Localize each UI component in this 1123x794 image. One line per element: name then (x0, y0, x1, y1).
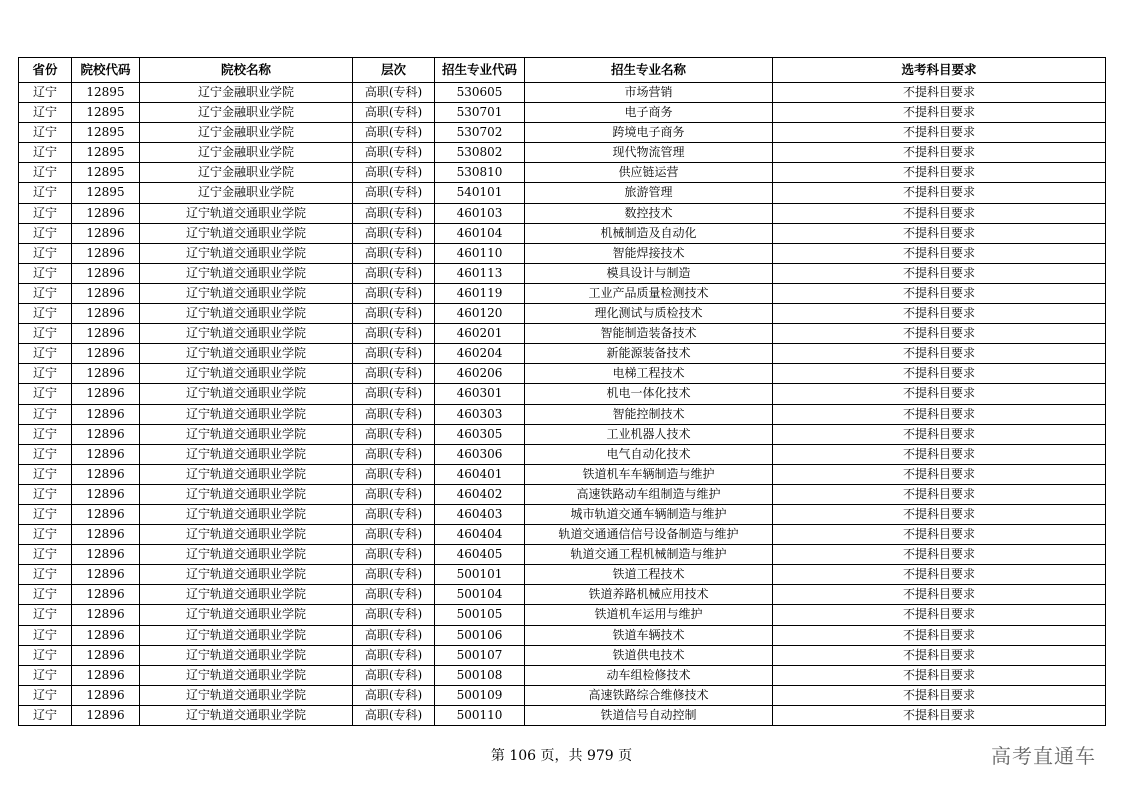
cell-province: 辽宁 (19, 203, 72, 223)
cell-school-name: 辽宁轨道交通职业学院 (140, 504, 353, 524)
cell-subject-requirement: 不提科目要求 (773, 304, 1106, 324)
cell-major-code: 530802 (435, 143, 525, 163)
cell-school-code: 12896 (72, 625, 140, 645)
cell-major-name: 旅游管理 (525, 183, 773, 203)
cell-school-code: 12896 (72, 605, 140, 625)
cell-school-name: 辽宁轨道交通职业学院 (140, 404, 353, 424)
cell-school-name: 辽宁轨道交通职业学院 (140, 605, 353, 625)
cell-subject-requirement: 不提科目要求 (773, 464, 1106, 484)
cell-province: 辽宁 (19, 545, 72, 565)
cell-province: 辽宁 (19, 344, 72, 364)
admissions-table (18, 57, 1106, 726)
cell-school-code: 12896 (72, 203, 140, 223)
table-row (19, 545, 1106, 565)
cell-province: 辽宁 (19, 223, 72, 243)
cell-major-code: 500104 (435, 585, 525, 605)
cell-school-name: 辽宁轨道交通职业学院 (140, 484, 353, 504)
cell-school-name: 辽宁轨道交通职业学院 (140, 565, 353, 585)
table-row (19, 404, 1106, 424)
cell-subject-requirement: 不提科目要求 (773, 705, 1106, 725)
cell-subject-requirement: 不提科目要求 (773, 504, 1106, 524)
table-row (19, 143, 1106, 163)
cell-school-name: 辽宁轨道交通职业学院 (140, 384, 353, 404)
cell-major-code: 500106 (435, 625, 525, 645)
table-row (19, 364, 1106, 384)
page-number: 第 106 页，共 979 页 (490, 748, 633, 764)
cell-major-name: 动车组检修技术 (525, 665, 773, 685)
cell-school-name: 辽宁金融职业学院 (140, 183, 353, 203)
cell-major-code: 500109 (435, 685, 525, 705)
cell-level: 高职(专科) (353, 645, 435, 665)
cell-subject-requirement: 不提科目要求 (773, 525, 1106, 545)
cell-level: 高职(专科) (353, 203, 435, 223)
cell-major-code: 460201 (435, 324, 525, 344)
cell-school-code: 12896 (72, 444, 140, 464)
cell-level: 高职(专科) (353, 83, 435, 103)
cell-major-code: 460401 (435, 464, 525, 484)
cell-major-code: 500108 (435, 665, 525, 685)
cell-level: 高职(专科) (353, 484, 435, 504)
cell-major-code: 500110 (435, 705, 525, 725)
cell-school-name: 辽宁金融职业学院 (140, 143, 353, 163)
cell-major-name: 智能焊接技术 (525, 243, 773, 263)
cell-level: 高职(专科) (353, 324, 435, 344)
table-row (19, 504, 1106, 524)
cell-level: 高职(专科) (353, 123, 435, 143)
cell-level: 高职(专科) (353, 665, 435, 685)
cell-level: 高职(专科) (353, 283, 435, 303)
cell-major-code: 500107 (435, 645, 525, 665)
cell-subject-requirement: 不提科目要求 (773, 585, 1106, 605)
cell-school-name: 辽宁轨道交通职业学院 (140, 545, 353, 565)
cell-level: 高职(专科) (353, 585, 435, 605)
cell-major-name: 电梯工程技术 (525, 364, 773, 384)
cell-subject-requirement: 不提科目要求 (773, 424, 1106, 444)
cell-major-name: 轨道交通工程机械制造与维护 (525, 545, 773, 565)
cell-school-code: 12896 (72, 404, 140, 424)
cell-major-code: 460204 (435, 344, 525, 364)
watermark-logo-text: 高考直通车 (991, 744, 1096, 768)
cell-major-name: 工业机器人技术 (525, 424, 773, 444)
table-row (19, 183, 1106, 203)
cell-school-name: 辽宁轨道交通职业学院 (140, 685, 353, 705)
cell-school-code: 12896 (72, 324, 140, 344)
cell-major-code: 460305 (435, 424, 525, 444)
header-province: 省份 (19, 58, 72, 83)
cell-school-name: 辽宁轨道交通职业学院 (140, 364, 353, 384)
cell-level: 高职(专科) (353, 243, 435, 263)
cell-school-code: 12896 (72, 424, 140, 444)
cell-level: 高职(专科) (353, 163, 435, 183)
cell-major-code: 460306 (435, 444, 525, 464)
cell-major-name: 铁道供电技术 (525, 645, 773, 665)
cell-major-code: 460301 (435, 384, 525, 404)
cell-subject-requirement: 不提科目要求 (773, 143, 1106, 163)
cell-school-name: 辽宁轨道交通职业学院 (140, 464, 353, 484)
cell-subject-requirement: 不提科目要求 (773, 565, 1106, 585)
cell-major-name: 高速铁路综合维修技术 (525, 685, 773, 705)
cell-level: 高职(专科) (353, 263, 435, 283)
cell-major-code: 460104 (435, 223, 525, 243)
cell-major-code: 540101 (435, 183, 525, 203)
cell-school-code: 12895 (72, 83, 140, 103)
cell-school-code: 12896 (72, 685, 140, 705)
table-row (19, 605, 1106, 625)
cell-major-name: 铁道信号自动控制 (525, 705, 773, 725)
cell-school-code: 12895 (72, 103, 140, 123)
cell-province: 辽宁 (19, 103, 72, 123)
cell-level: 高职(专科) (353, 304, 435, 324)
cell-level: 高职(专科) (353, 143, 435, 163)
cell-province: 辽宁 (19, 565, 72, 585)
cell-major-name: 机电一体化技术 (525, 384, 773, 404)
table-row (19, 424, 1106, 444)
cell-subject-requirement: 不提科目要求 (773, 364, 1106, 384)
table-row (19, 585, 1106, 605)
cell-province: 辽宁 (19, 665, 72, 685)
cell-school-name: 辽宁轨道交通职业学院 (140, 304, 353, 324)
cell-subject-requirement: 不提科目要求 (773, 404, 1106, 424)
cell-major-code: 500101 (435, 565, 525, 585)
cell-school-code: 12896 (72, 585, 140, 605)
table-row (19, 625, 1106, 645)
cell-subject-requirement: 不提科目要求 (773, 625, 1106, 645)
table-body (19, 83, 1106, 726)
cell-subject-requirement: 不提科目要求 (773, 283, 1106, 303)
cell-major-name: 铁道工程技术 (525, 565, 773, 585)
cell-subject-requirement: 不提科目要求 (773, 103, 1106, 123)
table-row (19, 484, 1106, 504)
cell-subject-requirement: 不提科目要求 (773, 344, 1106, 364)
cell-level: 高职(专科) (353, 605, 435, 625)
cell-province: 辽宁 (19, 645, 72, 665)
cell-major-name: 现代物流管理 (525, 143, 773, 163)
cell-school-code: 12896 (72, 384, 140, 404)
cell-major-code: 460404 (435, 525, 525, 545)
table-row (19, 525, 1106, 545)
cell-school-name: 辽宁轨道交通职业学院 (140, 645, 353, 665)
cell-school-name: 辽宁金融职业学院 (140, 123, 353, 143)
cell-school-code: 12896 (72, 484, 140, 504)
table-row (19, 283, 1106, 303)
cell-subject-requirement: 不提科目要求 (773, 83, 1106, 103)
cell-level: 高职(专科) (353, 404, 435, 424)
cell-subject-requirement: 不提科目要求 (773, 685, 1106, 705)
cell-major-name: 铁道养路机械应用技术 (525, 585, 773, 605)
table-row (19, 304, 1106, 324)
header-school-code: 院校代码 (72, 58, 140, 83)
table-row (19, 123, 1106, 143)
cell-province: 辽宁 (19, 183, 72, 203)
cell-school-code: 12895 (72, 143, 140, 163)
cell-province: 辽宁 (19, 163, 72, 183)
cell-subject-requirement: 不提科目要求 (773, 645, 1106, 665)
table-row (19, 203, 1106, 223)
cell-subject-requirement: 不提科目要求 (773, 444, 1106, 464)
header-subject-requirement: 选考科目要求 (773, 58, 1106, 83)
cell-province: 辽宁 (19, 263, 72, 283)
table-row (19, 324, 1106, 344)
cell-level: 高职(专科) (353, 344, 435, 364)
cell-school-code: 12896 (72, 243, 140, 263)
cell-province: 辽宁 (19, 605, 72, 625)
cell-subject-requirement: 不提科目要求 (773, 605, 1106, 625)
cell-major-name: 铁道机车车辆制造与维护 (525, 464, 773, 484)
cell-major-name: 智能控制技术 (525, 404, 773, 424)
table-row (19, 263, 1106, 283)
cell-province: 辽宁 (19, 324, 72, 344)
cell-school-code: 12896 (72, 223, 140, 243)
cell-province: 辽宁 (19, 625, 72, 645)
cell-level: 高职(专科) (353, 364, 435, 384)
table-row (19, 665, 1106, 685)
cell-school-name: 辽宁轨道交通职业学院 (140, 283, 353, 303)
cell-level: 高职(专科) (353, 565, 435, 585)
table-row (19, 464, 1106, 484)
cell-school-code: 12896 (72, 645, 140, 665)
cell-major-name: 智能制造装备技术 (525, 324, 773, 344)
table-row (19, 103, 1106, 123)
cell-school-name: 辽宁金融职业学院 (140, 103, 353, 123)
cell-school-code: 12896 (72, 464, 140, 484)
cell-province: 辽宁 (19, 384, 72, 404)
cell-province: 辽宁 (19, 484, 72, 504)
cell-province: 辽宁 (19, 705, 72, 725)
cell-school-name: 辽宁轨道交通职业学院 (140, 223, 353, 243)
cell-major-code: 460403 (435, 504, 525, 524)
header-school-name: 院校名称 (140, 58, 353, 83)
cell-major-code: 460103 (435, 203, 525, 223)
cell-province: 辽宁 (19, 585, 72, 605)
cell-province: 辽宁 (19, 464, 72, 484)
cell-major-code: 530701 (435, 103, 525, 123)
cell-school-name: 辽宁轨道交通职业学院 (140, 585, 353, 605)
cell-subject-requirement: 不提科目要求 (773, 665, 1106, 685)
cell-level: 高职(专科) (353, 705, 435, 725)
cell-school-name: 辽宁轨道交通职业学院 (140, 665, 353, 685)
cell-level: 高职(专科) (353, 384, 435, 404)
cell-province: 辽宁 (19, 283, 72, 303)
cell-school-code: 12896 (72, 565, 140, 585)
cell-major-name: 数控技术 (525, 203, 773, 223)
header-level: 层次 (353, 58, 435, 83)
cell-school-name: 辽宁轨道交通职业学院 (140, 424, 353, 444)
cell-major-name: 理化测试与质检技术 (525, 304, 773, 324)
table-row (19, 223, 1106, 243)
cell-school-name: 辽宁轨道交通职业学院 (140, 444, 353, 464)
cell-subject-requirement: 不提科目要求 (773, 484, 1106, 504)
cell-school-code: 12896 (72, 705, 140, 725)
cell-level: 高职(专科) (353, 444, 435, 464)
cell-major-name: 新能源装备技术 (525, 344, 773, 364)
cell-level: 高职(专科) (353, 504, 435, 524)
cell-school-code: 12895 (72, 163, 140, 183)
cell-province: 辽宁 (19, 444, 72, 464)
cell-school-code: 12896 (72, 344, 140, 364)
cell-major-name: 模具设计与制造 (525, 263, 773, 283)
cell-province: 辽宁 (19, 304, 72, 324)
cell-province: 辽宁 (19, 404, 72, 424)
cell-school-name: 辽宁轨道交通职业学院 (140, 525, 353, 545)
table-row (19, 163, 1106, 183)
header-major-code: 招生专业代码 (435, 58, 525, 83)
cell-level: 高职(专科) (353, 103, 435, 123)
table-row (19, 565, 1106, 585)
admissions-table-container (18, 57, 1106, 726)
cell-school-code: 12896 (72, 545, 140, 565)
table-row (19, 243, 1106, 263)
cell-subject-requirement: 不提科目要求 (773, 324, 1106, 344)
cell-school-name: 辽宁轨道交通职业学院 (140, 625, 353, 645)
header-major-name: 招生专业名称 (525, 58, 773, 83)
cell-major-name: 工业产品质量检测技术 (525, 283, 773, 303)
cell-province: 辽宁 (19, 83, 72, 103)
cell-subject-requirement: 不提科目要求 (773, 223, 1106, 243)
cell-level: 高职(专科) (353, 545, 435, 565)
cell-school-name: 辽宁轨道交通职业学院 (140, 263, 353, 283)
cell-major-name: 市场营销 (525, 83, 773, 103)
cell-major-code: 530810 (435, 163, 525, 183)
cell-subject-requirement: 不提科目要求 (773, 203, 1106, 223)
cell-province: 辽宁 (19, 685, 72, 705)
cell-school-name: 辽宁轨道交通职业学院 (140, 324, 353, 344)
cell-subject-requirement: 不提科目要求 (773, 163, 1106, 183)
cell-province: 辽宁 (19, 525, 72, 545)
cell-level: 高职(专科) (353, 625, 435, 645)
cell-school-name: 辽宁轨道交通职业学院 (140, 705, 353, 725)
table-row (19, 83, 1106, 103)
cell-major-code: 460405 (435, 545, 525, 565)
table-row (19, 705, 1106, 725)
cell-major-name: 铁道车辆技术 (525, 625, 773, 645)
cell-major-code: 530605 (435, 83, 525, 103)
cell-major-name: 电气自动化技术 (525, 444, 773, 464)
cell-school-name: 辽宁轨道交通职业学院 (140, 203, 353, 223)
cell-level: 高职(专科) (353, 685, 435, 705)
cell-major-name: 高速铁路动车组制造与维护 (525, 484, 773, 504)
cell-major-code: 460119 (435, 283, 525, 303)
cell-school-name: 辽宁轨道交通职业学院 (140, 344, 353, 364)
cell-major-name: 电子商务 (525, 103, 773, 123)
cell-level: 高职(专科) (353, 223, 435, 243)
cell-major-code: 460303 (435, 404, 525, 424)
cell-major-name: 城市轨道交通车辆制造与维护 (525, 504, 773, 524)
cell-province: 辽宁 (19, 364, 72, 384)
cell-school-name: 辽宁轨道交通职业学院 (140, 243, 353, 263)
cell-school-code: 12896 (72, 304, 140, 324)
cell-school-code: 12895 (72, 123, 140, 143)
cell-major-name: 轨道交通通信信号设备制造与维护 (525, 525, 773, 545)
cell-subject-requirement: 不提科目要求 (773, 263, 1106, 283)
cell-subject-requirement: 不提科目要求 (773, 243, 1106, 263)
cell-school-code: 12896 (72, 283, 140, 303)
cell-province: 辽宁 (19, 243, 72, 263)
cell-level: 高职(专科) (353, 424, 435, 444)
table-row (19, 645, 1106, 665)
table-row (19, 384, 1106, 404)
cell-major-code: 460113 (435, 263, 525, 283)
cell-major-name: 供应链运营 (525, 163, 773, 183)
cell-subject-requirement: 不提科目要求 (773, 183, 1106, 203)
cell-province: 辽宁 (19, 504, 72, 524)
cell-major-code: 460402 (435, 484, 525, 504)
cell-school-code: 12896 (72, 364, 140, 384)
cell-major-name: 跨境电子商务 (525, 123, 773, 143)
cell-major-name: 铁道机车运用与维护 (525, 605, 773, 625)
cell-province: 辽宁 (19, 143, 72, 163)
table-header-row (19, 58, 1106, 83)
cell-major-code: 460120 (435, 304, 525, 324)
cell-province: 辽宁 (19, 123, 72, 143)
cell-level: 高职(专科) (353, 183, 435, 203)
cell-major-code: 500105 (435, 605, 525, 625)
cell-province: 辽宁 (19, 424, 72, 444)
cell-major-code: 460110 (435, 243, 525, 263)
table-row (19, 444, 1106, 464)
cell-subject-requirement: 不提科目要求 (773, 545, 1106, 565)
cell-major-name: 机械制造及自动化 (525, 223, 773, 243)
cell-school-code: 12896 (72, 665, 140, 685)
cell-subject-requirement: 不提科目要求 (773, 123, 1106, 143)
cell-major-code: 530702 (435, 123, 525, 143)
cell-school-code: 12896 (72, 525, 140, 545)
cell-school-name: 辽宁金融职业学院 (140, 163, 353, 183)
cell-level: 高职(专科) (353, 464, 435, 484)
cell-school-code: 12896 (72, 263, 140, 283)
cell-school-code: 12896 (72, 504, 140, 524)
table-row (19, 685, 1106, 705)
cell-level: 高职(专科) (353, 525, 435, 545)
cell-school-code: 12895 (72, 183, 140, 203)
cell-subject-requirement: 不提科目要求 (773, 384, 1106, 404)
cell-school-name: 辽宁金融职业学院 (140, 83, 353, 103)
table-row (19, 344, 1106, 364)
cell-major-code: 460206 (435, 364, 525, 384)
